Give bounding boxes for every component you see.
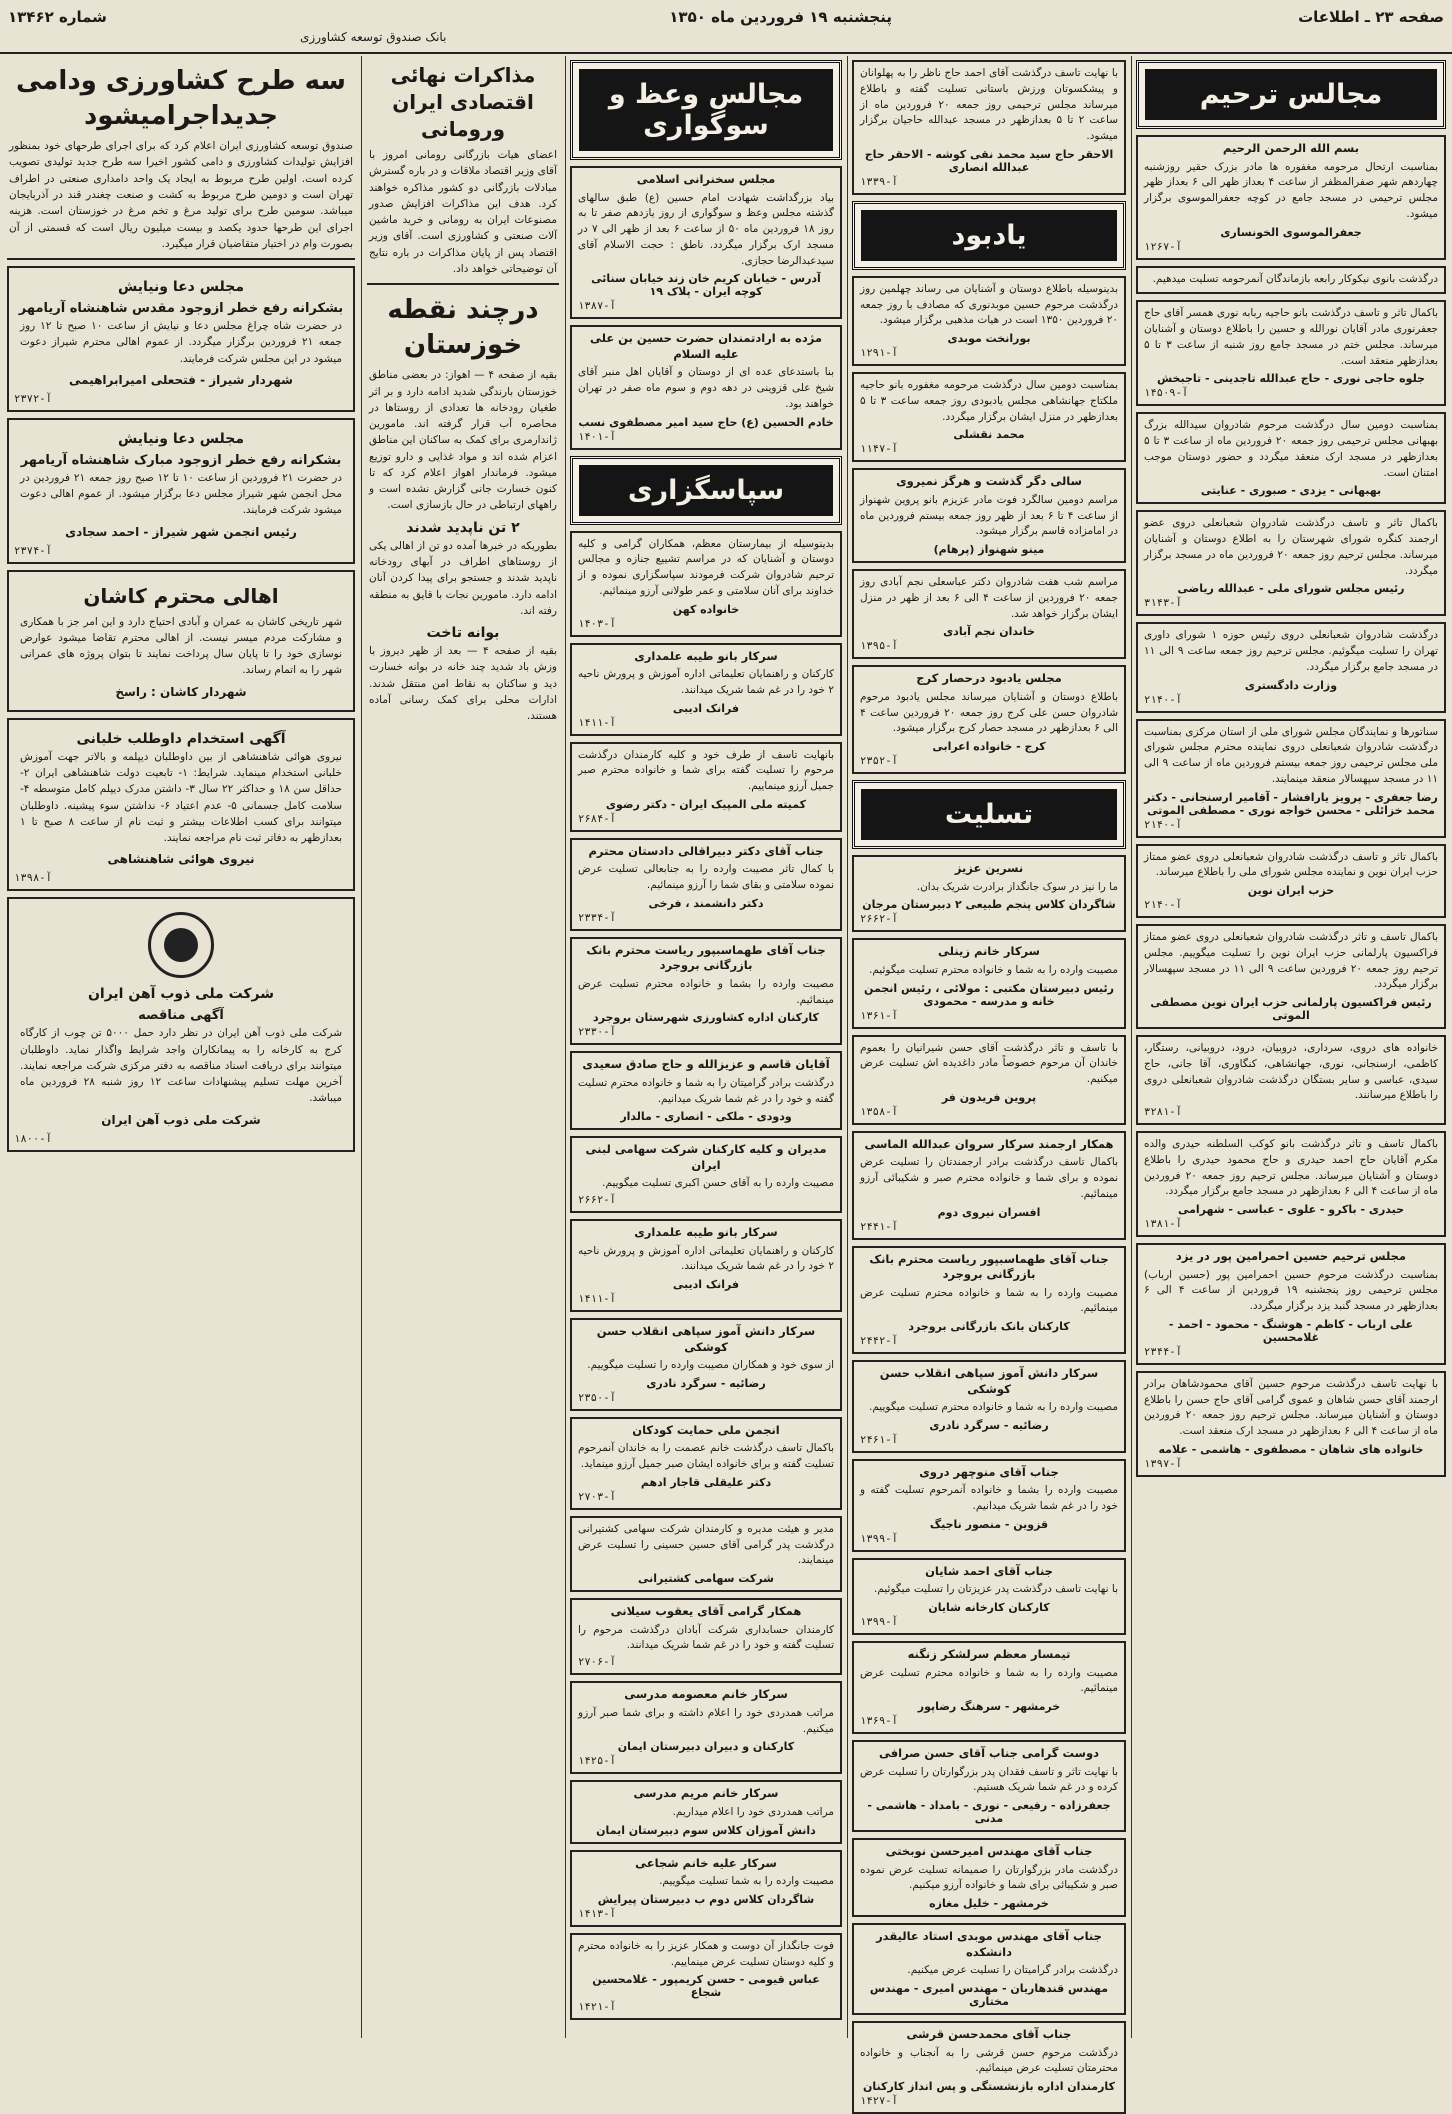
thanks-ad-body: از سوی خود و همکاران مصیبت وارده را تسلیت میگوییم. [587,1359,834,1372]
thanks-ad [570,1417,842,1510]
condolence-ad-no: آ-۱۳۶۹ [860,1715,898,1728]
condolence-ad-body: مصیبت وارده را به شما و خانواده محترم تسلیت عرض مینمائیم. [860,1286,1118,1315]
condolence-ad-sig: کارمندان اداره بازنشستگی و پس انداز کارکنان [863,2080,1115,2094]
thanks-ad [570,1219,842,1312]
thanks-ad-sig: شاگردان کلاس دوم ب دبیرستان پیرایش [597,1892,815,1906]
thanks-ad-sig: عباس قیومی - حسن کریمپور - غلامحسین شجاع [592,1973,820,2000]
thanks-ad [570,742,842,832]
sermon-ad-body: بیاد بزرگداشت شهادت امام حسین (ع) طبق سالهای گذشته مجلس وعظ و سوگواری از روز یازدهم صفر تا به روز ۱۸ فروردین ماه ۵۰ از ساعت ۶ بعد از ظهر الی ۷ در مسجد ارک برگزار میگردد. ناطق : حجت الاسلام آقای سیدعبدالرضا حجازی. [578,191,834,267]
sermon-ad-title: مژده به ارادتمندان حضرت حسین بن علی علیه السلام [589,331,823,361]
obituary-ad-sig: رئیس مجلس شورای ملی - عبدالله ریاضی [1177,582,1405,596]
thanks-ad-body: مصیبت وارده را به شما تسلیت میگوییم. [659,1875,834,1888]
condolence-ad-sig: افسران نیروی دوم [937,1205,1041,1219]
condolence-ad-body: مصیبت وارده را به شما و خانواده محترم تسلیت عرض مینمائیم. [860,1666,1118,1695]
condolence-ad-body: مصیبت وارده را به شما و خانواده محترم تسلیت میگوئیم. [868,963,1118,976]
condolence-ad-title: جناب آقای منوچهر دروی [919,1464,1059,1479]
thanks-ad-body: کارمندان حسابداری شرکت آبادان درگذشت مرحوم را تسلیت گفته و خود را در غم شما شریک میدانند. [578,1623,834,1652]
obituary-ad-body: خانواده های دروی، سرداری، دروبیان، درود، دروبیانی، رستگار، کاظمی، ارسنجانی، نوری، جهانشاهی، کنگاوری، آقا جانی، حاج سیدی، عباسی و سایر بستگان درگذشت شادروان شعبانعلی دروی را باطلاع میرسانند. [1144,1042,1438,1102]
obituary-ad-no: آ-۳۲۸۱ [1144,1106,1182,1119]
condolence-ad-no: آ-۲۴۴۱ [860,1220,898,1233]
headline-agriculture: سه طرح کشاورزی ودامی جدیداجرامیشود [16,66,346,132]
thanks-ad [570,1850,842,1927]
sermon-ad-sig: آدرس - خیابان کریم خان زند خیابان سنائی کوچه ایران - پلاک ۱۹ [591,272,821,299]
obituary-ad [1136,1371,1446,1477]
banner-memorial: یادبود [852,201,1126,270]
memorial-ad-no: آ-۱۱۴۷ [860,443,898,456]
thanks-ad-body: مراتب همدردی خود را اعلام میداریم. [672,1805,834,1818]
memorial-ad [852,372,1126,462]
memorial-ad-no: آ-۱۳۹۵ [860,640,898,653]
obituary-ad [1136,719,1446,838]
condolence-ad-no: آ-۲۴۶۱ [860,1433,898,1446]
thanks-ad-body: فوت جانگداز آن دوست و همکار عزیز را به خانواده محترم و کلیه دوستان تسلیت عرض مینماییم. [578,1939,834,1968]
subhead-missing: ۲ تن ناپدید شدند [406,519,520,536]
condolence-ad-body: درگذشت مادر بزرگوارتان را صمیمانه تسلیت عرض نموده صبر و شکیبائی برای شما و خانواده آرزو میکنیم. [860,1863,1118,1892]
thanks-ad-sig: دکتر دانشمند ، فرخی [648,896,764,910]
condolence-ad [852,1838,1126,1917]
thanks-ad [570,1598,842,1675]
sermon-column [567,56,845,2040]
memorial-ad [852,276,1126,366]
memorial-ad-body: باطلاع دوستان و آشنایان میرساند مجلس یادبود مرحوم شادروان حسن علی کرج روز جمعه ۲۰ فروردین ساعت ۴ الی ۶ بعدازظهر در مسجد حصار کرج برگزار میشود. [860,690,1118,735]
condolence-ad [852,1246,1126,1355]
obituary-ad-no: آ-۱۲۶۷ [1144,240,1182,253]
obituary-ad-body: با نهایت تاسف درگذشت مرحوم حسین آقای محمودشاهان برادر ارجمند آقای حسن شاهان و عموی گرامی آقای حاج حسن را باطلاع دوستان و آشنایان میرساند. مجلس ترحیم روز جمعه ۲۰ فروردین ماه از ساعت ۴ الی ۶ بعدازظهر در مسجد ارک منعقد است. [1144,1377,1438,1438]
condolence-ad-body: ما را نیز در سوک جانگداز برادرت شریک بدان. [916,880,1118,893]
thanks-ad-title: سرکار خانم معصومه مدرسی [624,1687,788,1702]
condolence-ad-no: آ-۱۳۵۸ [860,1105,898,1118]
condolence-ad-no: آ-۲۴۴۲ [860,1335,898,1348]
condolence-ad-sig: کارکنان کارخانه شایان [928,1601,1050,1615]
condolence-ad-body: درگذشت مرحوم حسن قرشی را به آنجناب و خانواده محترمتان تسلیت عرض مینمائیم. [860,2046,1118,2075]
obituary-column [1133,56,1449,2040]
banner-thanks: سپاسگزاری [570,456,842,525]
thanks-ad-no: آ-۱۴۲۱ [578,2001,616,2014]
obituary-ad-sig: حزب ایران نوین [1247,884,1335,898]
condolence-ad-title: دوست گرامی جناب آقای حسن صرافی [879,1746,1099,1761]
condolence-ad [852,1131,1126,1240]
thanks-ad-title: آقایان قاسم و عزیزالله و حاج صادق سعیدی [582,1057,830,1072]
sermon-ad [570,166,842,319]
obituary-ad-sig: رضا جعفری - پرویز یارافشار - آقامیر ارسنجانی - دکتر محمد خزائلی - محسن خواجه نوری - مصطفی الموتی [1144,790,1438,817]
memorial-ad [852,468,1126,563]
memorial-ad-sig: بورانخت موبدی [947,332,1031,345]
condolence-ad-title: جناب آقای مهندس امیرحسن نوبختی [885,1844,1093,1859]
obituary-ad [1136,1131,1446,1237]
headline-khuzestan: درچند نقطه خوزستان [387,295,539,361]
banner-memorial-services: مجالس ترحیم [1136,60,1446,129]
condolence-ad [852,1558,1126,1635]
memorial-ad-no: آ-۲۳۵۲ [860,755,898,768]
condolence-ad-body: باکمال تاسف درگذشت برادر ارجمندتان را تسلیت عرض نموده و برای شما و خانواده محترم صبر و شکیبائی آرزو مینمائیم. [860,1156,1118,1200]
obituary-ad-no: آ-۱۳۹۷ [1144,1457,1182,1470]
thanks-ad-no: آ-۲۷۰۳ [578,1490,616,1503]
article-khuzestan: بقیه از صفحه ۴ — اهواز: در بعضی مناطق خوزستان بارندگی شدید ادامه دارد و بر اثر طغیان رودخانه ها تعدادی از روستاها در محاصره آب قرار گرفته اند. مامورین ژاندارمری برای کمک به ساکنان این مناطق اعزام شده اند و مواد غذایی و دارو توزیع میشود. فرماندار اهواز اعلام کرد که تا کنون خسارت جانی گزارش نشده است و راههای ارتباطی در حال بازسازی است. [369,369,558,512]
obituary-ad-no: آ-۱۳۸۱ [1144,1218,1182,1231]
obituary-ad-body: بمناسبت ارتحال مرحومه مغفوره ها مادر بزرک حقیر روزشنبه چهاردهم شهر صفرالمظفر از ساعت ۴ بعداز ظهر الی ۶ بعداز ظهر مجلس ترحیمی در مسجد جامع در کوچه جعفرالموسوی برگزار میشود. [1144,160,1439,220]
obituary-ad-title: مجلس ترحیم حسین احمرامین پور در یزد [1175,1249,1407,1264]
memorial-ad [852,569,1126,659]
banner-condolence: تسلیت [852,780,1126,849]
thanks-ad-sig: خانواده کهن [672,602,740,616]
condolence-ad-sig: شاگردان کلاس پنجم طبیعی ۲ دبیرستان مرجان [862,898,1116,912]
thanks-ad-no: آ-۲۳۳۴ [578,911,616,924]
sermon-ad-no: آ-۱۳۸۷ [578,300,616,313]
condolence-ad-title: جناب آقای احمد شایان [925,1563,1053,1578]
condolence-ad-no: آ-۱۳۶۱ [860,1009,898,1022]
thanks-ad-title: سرکار بانو طیبه علمداری [634,1225,778,1240]
obituary-ad-body: باکمال تاسف و تاثر درگذشت شادروان شعبانعلی دروی عضو ممتاز فراکسیون پارلمانی حزب ایران نوین را تسلیت میگوییم. مجلس ترحیم روز جمعه ۲۰ فروردین ساعت ۹ الی ۱۱ در مسجد سپهسالار برگزار میگردد. [1144,931,1438,991]
obituary-ad [1136,1243,1446,1365]
condolence-ad [852,855,1126,932]
ad-pilot-recruitment: آگهی استخدام داوطلب خلبانی نیروی هوائی شاهنشاهی از بین داوطلبان دیپلمه و بالاتر جهت آموزش خلبانی استخدام مینماید. شرایط: ۱- تابعیت دولت شاهنشاهی ایران ۲- حداقل سن ۱۸ و حداکثر ۲۲ سال ۳- داشتن مدرک دیپلم کامل متوسطه ۴- سلامت کامل جسمانی ۵- عدم اعتیاد ۶- نداشتن سوء پیشینه. داوطلبان میتوانند برای کسب اطلاعات بیشتر و ثبت نام از ساعت ۸ صبح تا ۱ بعدازظهر به دفاتر ثبت نام مراجعه نمایند. نیروی هوائی شاهنشاهی آ-۱۳۹۸ [7,718,355,892]
thanks-ad-sig: دانش آموزان کلاس سوم دبیرستان ایمان [596,1823,816,1837]
thanks-ad [570,1933,842,2021]
thanks-ad-body: باکمال تاسف درگذشت خانم عصمت را به خاندان آنمرحوم تسلیت گفته و برای خانواده ایشان صبر جمیل آرزو مینماید. [578,1442,834,1471]
ad-prayer-2: مجلس دعا ونیایش بشکرانه رفع خطر ازوجود مبارک شاهنشاه آریامهر در حضرت ۲۱ فروردین از ساعت ۱۰ تا ۱۲ صبح روز جمعه ۲۱ فروردین در محل انجمن شهر شیراز مجلس دعا برگزار میشود. از عموم اهالی دعوت میشود شرکت فرمایند. رئیس انجمن شهر شیراز - احمد سجادی آ-۲۳۷۴ [7,418,355,564]
obituary-ad [1136,135,1446,260]
obituary-ad-sig: علی ارباب - کاظم - هوشنگ - محمود - احمد - غلامحسین [1168,1317,1414,1344]
thanks-ad-title: سرکار علیه خانم شجاعی [635,1855,777,1870]
condolence-ad-sig: جعفرزاده - رفیعی - نوری - بامداد - هاشمی - مدنی [867,1799,1111,1826]
thanks-ad-sig: کارکنان و دبیران دبیرستان ایمان [617,1740,795,1754]
condolence-ad-title: جناب آقای محمدحسن قرشی [906,2027,1072,2041]
thanks-ad-body: کارکنان و راهنمایان تعلیماتی اداره آموزش و پرورش ناحیه ۲ خود را در غم شما شریک میدانند. [578,668,834,696]
thanks-ad [570,531,842,637]
obituary-ad [1136,844,1446,919]
obituary-ad-title: بسم الله الرحمن الرحیم [1222,141,1360,155]
thanks-ad-no: آ-۱۴۱۳ [578,1907,616,1920]
condolence-ad-body: با تاسف و تاثر درگذشت آقای حسن شیرانیان را بعموم خاندان آن مرحوم خصوصاً مادر داغدیده اش تسلیت عرض میکنیم. [860,1041,1118,1086]
headline-iran-romania: مذاکرات نهائی اقتصادی ایران ورومانی [390,63,536,141]
condolence-ad-body: درگذشت برادر گرامیتان را تسلیت عرض میکنیم. [907,1964,1118,1977]
memorial-ad-sig: مینو شهنواز (پرهام) [933,543,1045,557]
condolence-ad-title: جناب آقای مهندس موبدی استاد عالیقدر دانشکده [876,1929,1102,1959]
condolence-ad-title: همکار ارجمند سرکار سروان عبدالله الماسی [864,1136,1114,1151]
thanks-ad-sig: رضائیه - سرگرد نادری [646,1376,766,1390]
memorial-ad-body: مراسم دومین سالگرد فوت مادر عزیزم بانو پروین شهنواز از ساعت ۴ تا ۶ بعد از ظهر روز جمعه بیستم فروردین ماه در امامزاده قاسم برگزار میشود. [860,493,1118,538]
thanks-ad-body: مصیبت وارده را بشما و خانواده محترم تسلیت عرض مینمائیم. [578,977,834,1006]
obituary-ad [1136,266,1446,295]
obituary-ad-body: بمناسبت درگذشت مرحوم حسین احمرامین پور (حسین ارباب) مجلس ترحیمی روز پنجشنبه ۱۹ فروردین از ساعت ۴ الی ۶ بعدازظهر در مسجد گنبد یزد برگزار میگردد. [1144,1268,1438,1313]
memorial-ads-list [849,276,1129,774]
obituary-ad [1136,924,1446,1029]
obituary-ad-sig: رئیس فراکسیون پارلمانی حزب ایران نوین مصطفی الموتی [1150,996,1432,1023]
thanks-ad-title: همکار گرامی آقای یعقوب سیلانی [610,1604,802,1619]
thanks-ad-body: مدیر و هیئت مدیره و کارمندان شرکت سهامی کشتیرانی درگذشت پدر گرامی آقای حسین حسینی را تسلیت عرض مینمایند. [578,1522,834,1567]
thanks-ad-sig: فرانک ادیبی [672,701,740,715]
thanks-ad-sig: ودودی - ملکی - انصاری - مالدار [620,1110,792,1124]
thanks-ad [570,643,842,736]
condolence-ad-no: آ-۲۶۶۲ [860,913,898,926]
issue-number: شماره ۱۳۴۶۲ [8,8,107,26]
memorial-ad-sig: کرج - خانواده اعرابی [932,740,1046,754]
memorial-ad [852,665,1126,774]
ad-prayer-1: مجلس دعا ونیایش بشکرانه رفع خطر ازوجود مقدس شاهنشاه آریامهر در حضرت شاه چراغ مجلس دعا و نیایش از ساعت ۱۰ صبح تا ۱۲ روز جمعه ۲۱ فروردین برگزار میگردد. از عموم اهالی محترم شیراز دعوت میشود در این مجلس شرکت فرمایند. شهردار شیراز - فتحعلی امیرابراهیمی آ-۲۳۷۲ [7,266,355,412]
memorial-ad-body: مراسم شب هفت شادروان دکتر عباسعلی نجم آبادی روز جمعه ۲۰ فروردین از ساعت ۴ الی ۶ بعد از ظهر در منزل ایشان برگزار خواهد شد. [860,576,1118,620]
thanks-ad-body: کارکنان و راهنمایان تعلیماتی اداره آموزش و پرورش ناحیه ۲ خود را در غم شما شریک میدانند. [578,1244,834,1273]
condolence-ad-sig: رئیس دبیرستان مکتبی : مولائی ، رئیس انجمن خانه و مدرسه - محمودی [864,981,1114,1008]
thanks-ad-no: آ-۲۷۰۶ [578,1656,616,1669]
memorial-ad-body: بمناسبت دومین سال درگذشت مرحومه مغفوره بانو حاجیه ملکتاج جهانشاهی مجلس یادبودی روز جمعه ساعت ۳ تا ۵ بعدازظهر در منزل ایشان برگزار میگردد. [860,379,1119,423]
obituary-ad-body: درگذشت شادروان شعبانعلی دروی رئیس حوزه ۱ شورای داوری تهران را تسلیت میگوئیم. مجلس ترحیم روز جمعه ساعت ۹ الی ۱۱ در مسجد جامع برگزار میگردد. [1144,629,1439,673]
agriculture-column [3,56,359,2040]
obituary-ad-body: بمناسبت دومین سال درگذشت مرحوم شادروان سیدالله بزرگ بهبهانی مجلس ترحیمی روز جمعه ۲۰ فروردین ماه از ساعت ۳ تا ۵ بعدازظهر در مسجد ارک منعقد میگردد و حضور دوستان موجب امتنان است. [1144,419,1439,479]
condolence-ad-body: مصیبت وارده را به شما و خانواده محترم تسلیت میگوییم. [868,1401,1118,1414]
obituary-ad [1136,300,1446,406]
thanks-ad-no: آ-۱۴۰۳ [578,617,616,630]
memorial-ad-body: بدینوسیله باطلاع دوستان و آشنایان می رساند چهلمین روز درگذشت مرحوم حسین موبدنوری که مصادف با روز جمعه ۲۰ فروردین ۱۳۵۰ است در هیات مذهبی برگزار میشود. [860,282,1118,327]
obituary-ad-body: درگذشت بانوی نیکوکار رابعه بازماندگان آنمرحومه تسلیت میدهیم. [1152,272,1438,285]
thanks-ad [570,838,842,931]
condolence-ad-sig: رضائیه - سرگرد نادری [929,1418,1049,1432]
obituary-ad-sig: خانواده های شاهان - مصطفوی - هاشمی - علامه [1158,1442,1424,1456]
page-label: صفحه ۲۳ ـ اطلاعات [1298,8,1444,26]
thanks-ad-sig: فرانک ادیبی [672,1278,740,1292]
memorial-ad-no: آ-۱۲۹۱ [860,347,898,359]
thanks-ad-sig: شرکت سهامی کشتیرانی [638,1572,774,1586]
obituary-ad [1136,1035,1446,1125]
steel-company-logo-icon [148,912,214,978]
thanks-ad-sig: کمیته ملی المپیک ایران - دکتر رضوی [605,797,807,811]
subhead-bavaneh: بوانه تاخت [426,625,500,642]
thanks-ad-no: آ-۲۶۸۴ [578,812,616,825]
thanks-ad-no: آ-۲۶۶۲ [578,1194,616,1207]
condolence-ad-sig: پروین فریدون فر [941,1090,1037,1104]
obituary-ad-sig: وزارت دادگستری [1244,678,1338,692]
ad-top: با نهایت تاسف درگذشت آقای احمد حاج ناظر را به پهلوانان و پیشکسوتان ورزش باستانی تسلیت گفته و باطلاع میرساند مجلس ترحیمی روز جمعه ۲۰ فروردین ماه از ساعت ۲ تا ۵ بعدازظهر در مسجد عبدالله حاجیان برگزار میشود. الاحقر حاج سید محمد نقی کوشه - الاحقر حاج عبدالله انصاری آ-۱۳۳۹ [852,60,1126,195]
condolence-ad [852,2021,1126,2114]
thanks-ad-sig: کارکنان اداره کشاورزی شهرستان بروجرد [593,1011,819,1025]
condolence-ad-no: آ-۱۳۹۹ [860,1616,898,1629]
condolence-ad-sig: قزوین - منصور ناجیگ [929,1517,1049,1531]
thanks-ad-body: بانهایت تاسف از طرف خود و کلیه کارمندان درگذشت مرحوم را تسلیت گفته برای شما و خانواده محترم صبر جمیل آرزو مینماییم. [578,748,834,793]
condolence-ad [852,1360,1126,1453]
thanks-ad [570,937,842,1046]
obituary-ad-sig: جلوه حاجی نوری - حاج عبدالله تاجدینی - تاجبخش [1157,372,1425,386]
thanks-ad-body: مراتب همدردی خود را اعلام داشته و برای شما صبر آرزو میکنیم. [578,1706,834,1735]
thanks-ad-no: آ-۱۴۱۱ [578,1293,616,1306]
obituary-ad-no: آ-۳۱۴۳ [1144,597,1182,610]
thanks-ad-no: آ-۱۴۱۱ [578,716,616,729]
obituary-ad-sig: بهبهانی - یزدی - صبوری - عنایتی [1200,484,1382,498]
thanks-ad-title: جناب آقای طهماسبپور ریاست محترم بانک بازرگانی بروجرد [586,942,826,973]
obituary-ad-body: باکمال تاثر و تاسف درگذشت شادروان شعبانعلی دروی عضو ارجمند کنگره شورای شهرستان را به اطلاع دوستان و آشنایان میرساند. مجلس ترحیم روز جمعه ۲۰ فروردین ماه در مسجد برگزار میگردد. [1144,517,1438,577]
thanks-ad-no: آ-۲۳۵۰ [578,1391,616,1404]
page-header [0,0,1452,54]
condolence-ad [852,1035,1126,1125]
condolence-ad-title: نسرین عزیز [954,861,1024,876]
article-bavaneh: بقیه از صفحه ۴ — بعد از ظهر دیروز با وزش باد شدید چند خانه در بوانه خسارت دید و ساکنان به نقاط امن منتقل شدند. ادارات محلی برای کمک رسانی آماده هستند. [369,645,557,723]
thanks-ad-no: آ-۱۴۲۵ [578,1755,616,1768]
sermon-ad-no: آ-۱۴۰۱ [578,430,616,443]
condolence-ad [852,1923,1126,2015]
date-line: پنجشنبه ۱۹ فروردین ماه ۱۳۵۰ [669,8,892,26]
condolence-ad-title: سرکار خانم زینلی [937,944,1040,959]
memorial-column [849,56,1129,2108]
top-note: بانک صندوق توسعه کشاورزی [300,30,447,44]
thanks-ad-title: جناب آقای دکتر دبیراقالی دادستان محترم [588,843,824,858]
condolence-ad-body: با نهایت تاسف درگذشت پدر عزیزتان را تسلیت میگوئیم. [874,1583,1118,1596]
condolence-ad-body: مصیبت وارده را بشما و خانواده آنمرحوم تسلیت گفته و خود را در غم شما شریک میدانیم. [860,1484,1118,1513]
thanks-ad-title: سرکار دانش آموز سپاهی انقلاب حسن کوشکی [596,1324,816,1354]
condolence-ad [852,1740,1126,1832]
sermon-ad-title: مجلس سخنرانی اسلامی [636,172,776,186]
thanks-ad-title: مدیران و کلیه کارکنان شرکت سهامی لبنی ایران [585,1142,827,1172]
thanks-ad-body: درگذشت برادر گرامیتان را به شما و خانواده محترم تسلیت گفته و خود را در غم شما شریک میدانیم. [578,1076,834,1105]
obituary-ad-no: آ-۲۱۴۰ [1144,899,1182,912]
condolence-ad [852,1641,1126,1734]
condolence-ad-sig: کارکنان بانک بازرگانی بروجرد [908,1320,1070,1334]
thanks-ad-title: سرکار بانو طیبه علمداری [634,648,778,663]
obituary-ad-no: آ-۲۱۴۰ [1144,693,1182,706]
condolence-ads-list [849,855,1129,2114]
article-missing: بطوریکه در خبرها آمده دو تن از اهالی یکی از روستاهای اطراف در آبهای رودخانه ناپدید شدند و جستجو برای پیدا کردن آنان ادامه دارد. مامورین نجات با قایق به منطقه رفته اند. [369,539,557,617]
banner-sermon-mourning: مجالس وعظ و سوگواری [570,60,842,160]
thanks-ad [570,1318,842,1411]
memorial-ad-sig: خاندان نجم آبادی [943,625,1035,639]
obituary-ad-sig: جعفرالموسوی الخونساری [1220,225,1362,239]
condolence-ad [852,1459,1126,1552]
sermon-ad [570,325,842,449]
ad-kashan: اهالی محترم کاشان شهر تاریخی کاشان به عمران و آبادی احتیاج دارد و این امر جز با همکاری و مشارکت مردم میسر نیست. از اهالی محترم تقاضا میشود عوارض نوسازی خود را تا پایان سال پرداخت نمایند تا بتوان پروژه های عمرانی شهر را به اتمام رساند. شهردار کاشان : راسخ [7,570,355,712]
obituary-ad-no: آ-۱۴۵۰۹ [1144,387,1189,400]
thanks-ads-list [567,531,845,2021]
ad-iron-tender: شرکت ملی ذوب آهن ایران آگهی مناقصه شرکت ملی ذوب آهن ایران در نظر دارد حمل ۵۰۰۰ تن چوب از کارگاه کرج به کارخانه را به پیمانکاران واجد شرایط واگذار نماید. داوطلبان میتوانند برای دریافت اسناد مناقصه به دفتر مرکزی شرکت مراجعه نمایند. آخرین مهلت تسلیم پیشنهادات ساعت ۱۲ روز شنبه ۲۸ فروردین ماه میباشد. شرکت ملی ذوب آهن ایران آ-۱۸۰۰ [7,897,355,1151]
thanks-ad-sig: دکتر علیقلی قاجار ادهم [640,1475,772,1489]
obituary-ad-no: آ-۲۳۴۴ [1144,1345,1182,1358]
condolence-ad [852,938,1126,1028]
condolence-ad-sig: خرمشهر - خلیل مغازه [929,1897,1049,1911]
obituary-ad-body: باکمال تاثر و تاسف درگذشت شادروان شعبانعلی دروی عضو ممتاز حزب ایران نوین و نماینده مجلس شورای ملی را باطلاع میرساند. [1144,850,1438,879]
thanks-ad [570,1136,842,1213]
condolence-ad-body: با نهایت تاثر و تاسف فقدان پدر بزرگوارتان را تسلیت عرض کرده و در غم شما شریک هستیم. [860,1765,1118,1794]
thanks-ad [570,1516,842,1592]
condolence-ad-sig: خرمشهر - سرهنگ رضاپور [917,1700,1061,1714]
thanks-ad-title: سرکار خانم مریم مدرسی [633,1786,779,1801]
thanks-ad-body: مصیبت وارده را به آقای حسن اکبری تسلیت میگوییم. [602,1177,834,1190]
thanks-ad-body: بدینوسیله از بیمارستان معظم، همکاران گرامی و کلیه دوستان و آشنایان که در مراسم تشییع جنازه و مجالس ترحیم شادروان شرکت فرمودند سپاسگزاری نموده و از خداوند برای آنان سلامتی و عمر طولانی آرزو مینمائیم. [578,537,834,597]
obituary-ad-body: باکمال تاثر و تاسف درگذشت بانو حاجیه ربابه نوری همسر آقای حاج جعفرنوری مادر آقایان نورالله و حسین را باطلاع دوستان و آشنایان میرساند. مجلس ختم در مسجد جامع روز شنبه از ساعت ۳ تا ۵ بعدازظهر منعقد است. [1144,307,1439,367]
sermon-ad-sig: خادم الحسین (ع) حاج سید امیر مصطفوی نسب [578,415,834,429]
obituary-ad-sig: حیدری - باکرو - علوی - عباسی - شهرامی [1177,1203,1405,1217]
condolence-ad-title: تیمسار معظم سرلشکر زنگنه [907,1647,1071,1662]
sermon-ad-body: بنا باستدعای عده ای از دوستان و آقایان اهل منبر آقای شیخ علی قزوینی در دهه دوم و سوم ماه صفر در تهران خواهند بود. [578,366,834,410]
obituary-ad [1136,412,1446,504]
condolence-ad-title: جناب آقای طهماسبپور ریاست محترم بانک بازرگانی بروجرد [869,1251,1109,1282]
news-column [363,56,563,2040]
obituary-ad-no: آ-۲۱۴۰ [1144,818,1182,831]
article-iran-romania: اعضای هیات بازرگانی رومانی امروز با آقای وزیر اقتصاد ملاقات و در باره گسترش مبادلات بازرگانی دو کشور مذاکره خواهند کرد. هدف این مذاکرات افزایش صدور مصنوعات ایران به رومانی و خرید ماشین آلات صنعتی و کشاورزی است. آقای وزیر اقتصاد پس از پایان مذاکرات در باره نتایج آن توضیحاتی خواهد داد. [369,149,557,275]
condolence-ad-title: سرکار دانش آموز سپاهی انقلاب حسن کوشکی [879,1366,1099,1396]
obituary-ad-body: سناتورها و نمایندگان مجلس شورای ملی از استان مرکزی بمناسبت درگذشت شادروان شعبانعلی دروی نماینده محترم مجلس شورای ملی مجلس ترحیمی روز جمعه بیستم فروردین ماه از ساعت ۹ الی ۱۱ در مسجد سپهسالار منعقد مینمایند. [1144,725,1438,785]
obituary-ad [1136,510,1446,616]
memorial-ad-sig: محمد نقشلی [953,428,1025,442]
obituary-ad-body: باکمال تاسف و تاثر درگذشت بانو کوکب السلطنه حیدری والده مکرم آقایان حاج احمد حیدری و حاج محمود حیدری را باطلاع دوستان و آشنایان میرساند. مجلس ترحیم روز جمعه ۲۰ فروردین ماه از ساعت ۴ الی ۶ بعدازظهر در مسجد جامع برگزار میگردد. [1144,1138,1438,1198]
thanks-ad [570,1780,842,1843]
right-ads-list [1133,135,1449,1477]
memorial-ad-title: سالی دگر گذشت و هرگز نمیروی [896,474,1082,489]
sermon-ads-list [567,166,845,450]
obituary-ad [1136,622,1446,712]
article-agriculture: صندوق توسعه کشاورزی ایران اعلام کرد که برای اجرای طرحهای خود بمنظور افزایش تولیدات کشاورزی و دامی کشور اخیرا سه طرح جدید تولیدی تصویب کرده است. اولین طرح مربوط به ایجاد یک واحد دامداری صنعتی در اطراف تهران است و دومین طرح مربوط به کشت و صنعت چغندر قند در آذربایجان میباشد. سومین طرح برای تولید مرغ و تخم مرغ در خوزستان است. هزینه اجرای این طرحها حدود یکصد و بیست میلیون ریال است که قسمتی از آن بصورت وام در اختیار متقاضیان قرار میگیرد. [9,140,353,250]
memorial-ad-title: مجلس یادبود درحصار کرج [916,671,1062,686]
thanks-ad-body: با کمال تاثر مصیبت وارده را به جنابعالی تسلیت عرض نموده سلامتی و بقای شما را آرزو مینمائیم. [578,863,834,892]
thanks-ad-title: انجمن ملی حمایت کودکان [632,1422,780,1437]
thanks-ad [570,1681,842,1774]
thanks-ad-no: آ-۲۳۳۰ [578,1026,616,1039]
condolence-ad-no: آ-۱۳۹۹ [860,1532,898,1545]
thanks-ad [570,1051,842,1130]
condolence-ad-no: آ-۱۴۲۷ [860,2095,898,2108]
condolence-ad-sig: مهندس قندهاریان - مهندس امیری - مهندس مختاری [869,1982,1109,2008]
